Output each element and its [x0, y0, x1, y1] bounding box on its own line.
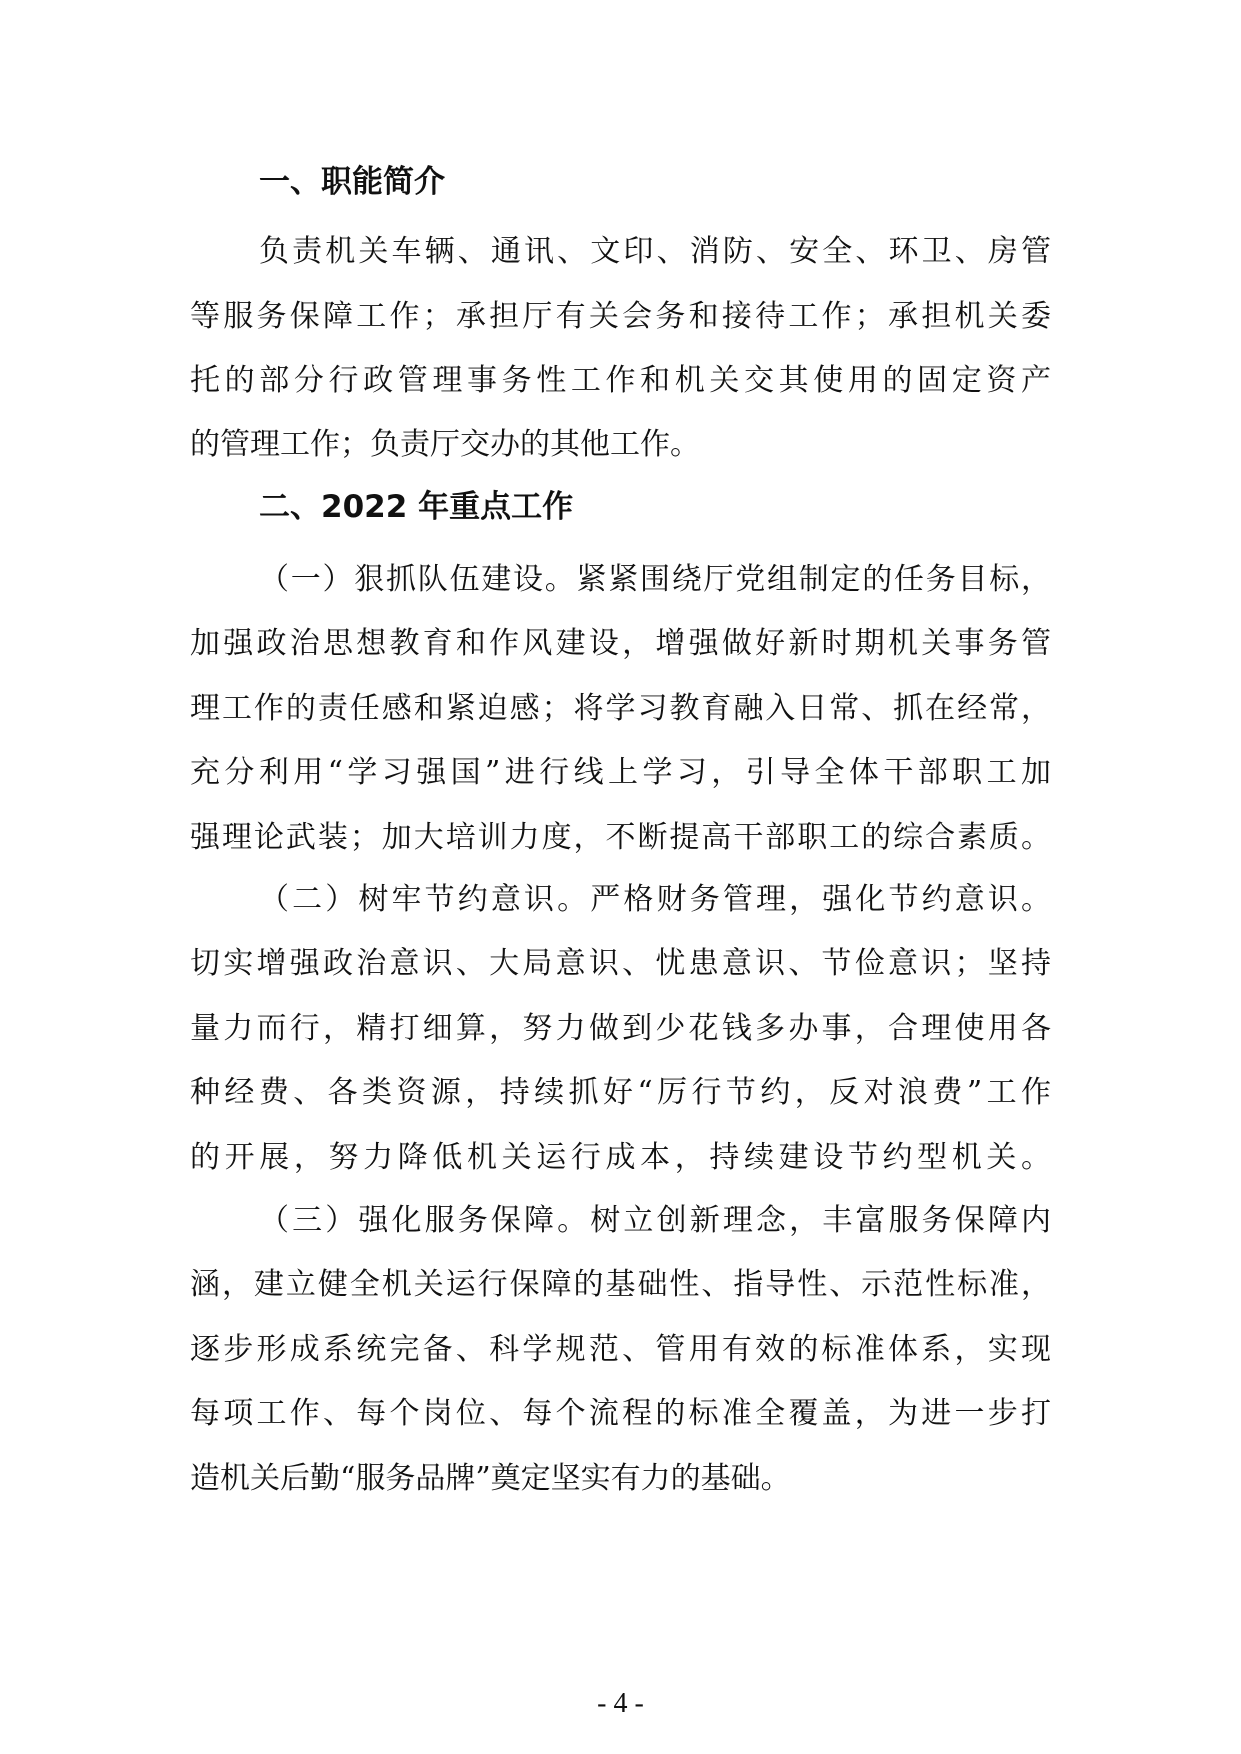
paragraph-line: 涵，建立健全机关运行保障的基础性、指导性、示范性标准，: [190, 1267, 1051, 1302]
paragraph-line: 负责机关车辆、通讯、文印、消防、安全、环卫、房管: [259, 234, 1051, 269]
paragraph-line: 充分利用“学习强国”进行线上学习，引导全体干部职工加: [190, 755, 1051, 790]
paragraph-line: 切实增强政治意识、大局意识、忧患意识、节俭意识；坚持: [190, 946, 1051, 981]
paragraph-line: 逐步形成系统完备、科学规范、管用有效的标准体系，实现: [190, 1332, 1051, 1367]
section-heading-functions: 一、职能简介: [259, 164, 445, 200]
paragraph-line: 等服务保障工作；承担厅有关会务和接待工作；承担机关委: [190, 299, 1051, 334]
paragraph-line: （三）强化服务保障。树立创新理念，丰富服务保障内: [259, 1203, 1051, 1238]
paragraph-line: 每项工作、每个岗位、每个流程的标准全覆盖，为进一步打: [190, 1396, 1051, 1431]
paragraph-line: 的管理工作；负责厅交办的其他工作。: [190, 427, 700, 462]
paragraph-line: （一）狠抓队伍建设。紧紧围绕厅党组制定的任务目标，: [259, 562, 1051, 597]
paragraph-line: 强理论武装；加大培训力度，不断提高干部职工的综合素质。: [190, 820, 1051, 855]
page-number: - 4 -: [597, 1688, 644, 1719]
paragraph-line: 量力而行，精打细算，努力做到少花钱多办事，合理使用各: [190, 1011, 1051, 1046]
paragraph-line: 托的部分行政管理事务性工作和机关交其使用的固定资产: [190, 363, 1051, 398]
paragraph-line: 理工作的责任感和紧迫感；将学习教育融入日常、抓在经常，: [190, 691, 1051, 726]
paragraph-line: 种经费、各类资源，持续抓好“厉行节约，反对浪费”工作: [190, 1075, 1051, 1110]
paragraph-line: 加强政治思想教育和作风建设，增强做好新时期机关事务管: [190, 626, 1051, 661]
paragraph-line: （二）树牢节约意识。严格财务管理，强化节约意识。: [259, 882, 1051, 917]
paragraph-line: 的开展，努力降低机关运行成本，持续建设节约型机关。: [190, 1140, 1051, 1175]
section-heading-key-work: 二、2022 年重点工作: [259, 489, 574, 525]
paragraph-line: 造机关后勤“服务品牌”奠定坚实有力的基础。: [190, 1461, 791, 1496]
